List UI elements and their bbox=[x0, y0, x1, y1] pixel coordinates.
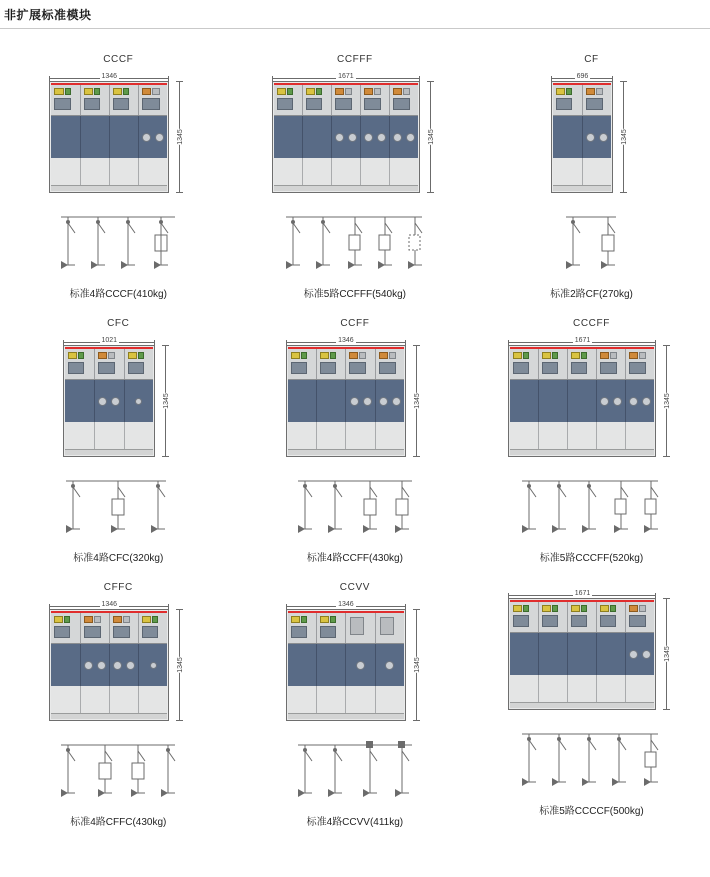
module-caption: 标准5路CCFFF(540kg) bbox=[303, 289, 407, 300]
mid-panel bbox=[539, 380, 568, 422]
mid-panel-handles bbox=[361, 116, 390, 158]
door-panel bbox=[510, 422, 539, 449]
mid-panel bbox=[597, 633, 626, 675]
page-title: 非扩展标准模块 bbox=[4, 8, 92, 22]
module-cell-cf bbox=[473, 36, 710, 300]
bay-top bbox=[110, 613, 139, 643]
lower-compartment bbox=[288, 422, 404, 449]
drawing-block bbox=[272, 68, 438, 193]
bay-top bbox=[81, 613, 110, 643]
height-value: 1345 bbox=[664, 646, 672, 662]
mid-panel bbox=[65, 380, 95, 422]
width-dimension bbox=[508, 332, 656, 345]
mid-panel bbox=[539, 633, 568, 675]
lower-compartment bbox=[274, 158, 418, 185]
module-title: CFFC bbox=[103, 582, 133, 593]
mid-compartment bbox=[510, 380, 654, 422]
mid-panel-handles bbox=[332, 116, 361, 158]
height-dimension bbox=[172, 81, 187, 193]
mid-panel bbox=[568, 633, 597, 675]
module-cell-cccf bbox=[0, 36, 237, 300]
lower-compartment bbox=[510, 675, 654, 702]
bay-top bbox=[568, 349, 597, 379]
door-panel bbox=[65, 422, 95, 449]
mid-panel-handles bbox=[626, 380, 654, 422]
cabinet-base bbox=[51, 713, 167, 719]
drawing-block bbox=[508, 585, 674, 710]
bay-top bbox=[376, 613, 404, 643]
module-caption: 标准4路CFC(320kg) bbox=[73, 553, 164, 564]
height-value: 1345 bbox=[177, 129, 185, 145]
door-panel bbox=[139, 686, 167, 713]
door-panel bbox=[346, 422, 375, 449]
door-panel bbox=[110, 158, 139, 185]
height-value: 1345 bbox=[413, 657, 421, 673]
height-dimension bbox=[423, 81, 438, 193]
door-panel bbox=[51, 686, 80, 713]
lower-compartment bbox=[51, 686, 167, 713]
mid-panel-handles bbox=[110, 644, 139, 686]
lower-compartment bbox=[51, 158, 167, 185]
bay-top bbox=[317, 613, 346, 643]
mid-panel-handles bbox=[95, 380, 125, 422]
bay-top bbox=[65, 349, 95, 379]
height-dimension bbox=[659, 598, 674, 710]
mid-panel bbox=[568, 380, 597, 422]
mid-panel-handles bbox=[390, 116, 418, 158]
bay-top bbox=[583, 85, 612, 115]
bay-top bbox=[51, 85, 80, 115]
module-caption: 标准5路CCCFF(520kg) bbox=[539, 553, 644, 564]
door-panel bbox=[361, 158, 390, 185]
mid-panel-handles bbox=[139, 644, 167, 686]
bay-top bbox=[390, 85, 418, 115]
door-panel bbox=[139, 158, 167, 185]
bay-top bbox=[303, 85, 332, 115]
door-panel bbox=[81, 686, 110, 713]
module-title: CCCF bbox=[103, 54, 134, 65]
cabinet-front-view bbox=[49, 81, 169, 193]
bay-top bbox=[626, 602, 654, 632]
top-compartment bbox=[65, 349, 153, 380]
bay-top bbox=[553, 85, 583, 115]
single-line-diagram bbox=[280, 471, 430, 543]
bay-top bbox=[81, 85, 110, 115]
cabinet-wrap bbox=[49, 609, 187, 721]
single-line-diagram bbox=[546, 207, 636, 279]
bay-top bbox=[539, 602, 568, 632]
mid-panel-handles bbox=[125, 380, 154, 422]
door-panel bbox=[110, 686, 139, 713]
module-row bbox=[0, 564, 710, 828]
door-panel bbox=[288, 686, 317, 713]
module-cell-cccff bbox=[473, 300, 710, 564]
width-dimension bbox=[286, 596, 406, 609]
mid-compartment bbox=[51, 116, 167, 158]
mid-panel bbox=[288, 380, 317, 422]
width-value: 1346 bbox=[101, 73, 118, 80]
door-panel bbox=[317, 422, 346, 449]
single-line-diagram bbox=[506, 471, 676, 543]
cabinet-base bbox=[288, 449, 404, 455]
height-dimension bbox=[659, 345, 674, 457]
cabinet-base bbox=[553, 185, 611, 191]
mid-panel-handles bbox=[139, 116, 167, 158]
mid-compartment bbox=[274, 116, 418, 158]
height-dimension bbox=[172, 609, 187, 721]
height-dimension bbox=[616, 81, 631, 193]
width-value: 1346 bbox=[338, 337, 354, 344]
lower-compartment bbox=[553, 158, 611, 185]
width-dimension bbox=[272, 68, 420, 81]
height-dimension bbox=[158, 345, 173, 457]
bay-top bbox=[568, 602, 597, 632]
height-dimension bbox=[409, 609, 424, 721]
bay-top bbox=[110, 85, 139, 115]
door-panel bbox=[346, 686, 375, 713]
cabinet-wrap bbox=[508, 598, 674, 710]
top-compartment bbox=[510, 602, 654, 633]
mid-compartment bbox=[553, 116, 611, 158]
mid-panel bbox=[303, 116, 332, 158]
drawing-block bbox=[551, 68, 631, 193]
bay-top bbox=[376, 349, 404, 379]
cabinet-front-view bbox=[49, 609, 169, 721]
door-panel bbox=[597, 675, 626, 702]
bay-top bbox=[288, 613, 317, 643]
bay-top bbox=[510, 602, 539, 632]
module-title: CCFFF bbox=[337, 54, 373, 65]
cabinet-wrap bbox=[551, 81, 631, 193]
drawing-block bbox=[286, 596, 424, 721]
cabinet-front-view bbox=[551, 81, 613, 193]
single-line-diagram bbox=[48, 471, 188, 543]
module-cell-cffc bbox=[0, 564, 237, 828]
door-panel bbox=[539, 422, 568, 449]
cabinet-base bbox=[51, 185, 167, 191]
lower-compartment bbox=[65, 422, 153, 449]
width-value: 696 bbox=[576, 73, 589, 80]
mid-compartment bbox=[51, 644, 167, 686]
width-dimension bbox=[63, 332, 155, 345]
cabinet-base bbox=[510, 702, 654, 708]
module-cell-ccff bbox=[237, 300, 474, 564]
bay-top bbox=[139, 613, 167, 643]
module-title: CFC bbox=[107, 318, 130, 329]
module-caption: 标准5路CCCCF(500kg) bbox=[539, 806, 644, 817]
bay-top bbox=[597, 349, 626, 379]
height-value: 1345 bbox=[664, 393, 672, 409]
module-caption: 标准4路CFFC(430kg) bbox=[70, 817, 167, 828]
door-panel bbox=[51, 158, 80, 185]
cabinet-base bbox=[274, 185, 418, 191]
mid-panel-handles bbox=[346, 644, 375, 686]
module-caption: 标准4路CCFF(430kg) bbox=[306, 553, 403, 564]
module-cell-ccvv bbox=[237, 564, 474, 828]
top-compartment bbox=[553, 85, 611, 116]
mid-panel bbox=[81, 116, 110, 158]
mid-panel bbox=[51, 644, 80, 686]
top-compartment bbox=[274, 85, 418, 116]
cabinet-wrap bbox=[63, 345, 173, 457]
height-value: 1345 bbox=[177, 657, 185, 673]
module-cell-ccccf bbox=[473, 564, 710, 828]
bay-top bbox=[539, 349, 568, 379]
height-value: 1345 bbox=[427, 129, 435, 145]
mid-panel bbox=[553, 116, 583, 158]
module-caption: 标准4路CCVV(411kg) bbox=[306, 817, 404, 828]
door-panel bbox=[568, 675, 597, 702]
mid-panel-handles bbox=[81, 644, 110, 686]
module-row bbox=[0, 300, 710, 564]
cabinet-base bbox=[510, 449, 654, 455]
door-panel bbox=[539, 675, 568, 702]
module-cell-ccfff bbox=[237, 36, 474, 300]
single-line-diagram bbox=[270, 207, 440, 279]
mid-panel-handles bbox=[583, 116, 612, 158]
width-value: 1346 bbox=[338, 601, 354, 608]
top-compartment bbox=[288, 349, 404, 380]
module-cell-cfc bbox=[0, 300, 237, 564]
bay-top bbox=[597, 602, 626, 632]
module-title: CCVV bbox=[339, 582, 370, 593]
door-panel bbox=[376, 422, 404, 449]
door-panel bbox=[274, 158, 303, 185]
drawing-block bbox=[508, 332, 674, 457]
cabinet-front-view bbox=[286, 345, 406, 457]
bay-top bbox=[317, 349, 346, 379]
module-title: CCCFF bbox=[573, 318, 610, 329]
door-panel bbox=[288, 422, 317, 449]
width-value: 1021 bbox=[101, 337, 118, 344]
door-panel bbox=[81, 158, 110, 185]
mid-panel-handles bbox=[376, 380, 404, 422]
cabinet-front-view bbox=[286, 609, 406, 721]
bay-top bbox=[510, 349, 539, 379]
cabinet-front-view bbox=[508, 598, 656, 710]
width-dimension bbox=[508, 585, 656, 598]
door-panel bbox=[553, 158, 583, 185]
height-value: 1345 bbox=[163, 393, 171, 409]
mid-panel-handles bbox=[346, 380, 375, 422]
door-panel bbox=[597, 422, 626, 449]
cabinet-front-view bbox=[272, 81, 420, 193]
drawing-block bbox=[49, 596, 187, 721]
width-value: 1671 bbox=[574, 590, 591, 597]
mid-panel bbox=[110, 116, 139, 158]
single-line-diagram bbox=[280, 735, 430, 807]
lower-compartment bbox=[288, 686, 404, 713]
width-value: 1346 bbox=[101, 601, 118, 608]
top-compartment bbox=[51, 85, 167, 116]
mid-panel bbox=[274, 116, 303, 158]
drawing-block bbox=[63, 332, 173, 457]
module-title: CCFF bbox=[340, 318, 370, 329]
drawing-block bbox=[286, 332, 424, 457]
module-caption: 标准4路CCCF(410kg) bbox=[69, 289, 167, 300]
single-line-diagram bbox=[43, 207, 193, 279]
title-divider bbox=[0, 28, 710, 29]
cabinet-wrap bbox=[272, 81, 438, 193]
mid-panel bbox=[510, 633, 539, 675]
door-panel bbox=[95, 422, 125, 449]
cabinet-base bbox=[288, 713, 404, 719]
mid-panel bbox=[51, 116, 80, 158]
mid-compartment bbox=[288, 380, 404, 422]
mid-panel bbox=[288, 644, 317, 686]
module-caption: 标准2路CF(270kg) bbox=[550, 289, 633, 300]
height-dimension bbox=[409, 345, 424, 457]
door-panel bbox=[626, 422, 654, 449]
module-row bbox=[0, 36, 710, 300]
mid-panel bbox=[317, 380, 346, 422]
mid-panel-handles bbox=[597, 380, 626, 422]
door-panel bbox=[583, 158, 612, 185]
mid-panel-handles bbox=[626, 633, 654, 675]
width-value: 1671 bbox=[338, 73, 354, 80]
mid-compartment bbox=[65, 380, 153, 422]
top-compartment bbox=[51, 613, 167, 644]
bay-top bbox=[346, 613, 375, 643]
single-line-diagram bbox=[506, 724, 676, 796]
width-dimension bbox=[551, 68, 613, 81]
door-panel bbox=[332, 158, 361, 185]
bay-top bbox=[274, 85, 303, 115]
top-compartment bbox=[288, 613, 404, 644]
module-grid bbox=[0, 36, 710, 828]
single-line-diagram bbox=[43, 735, 193, 807]
height-value: 1345 bbox=[413, 393, 421, 409]
top-compartment bbox=[510, 349, 654, 380]
width-dimension bbox=[49, 68, 169, 81]
bay-top bbox=[332, 85, 361, 115]
bay-top bbox=[288, 349, 317, 379]
width-dimension bbox=[286, 332, 406, 345]
bay-top bbox=[361, 85, 390, 115]
bay-top bbox=[626, 349, 654, 379]
mid-panel bbox=[317, 644, 346, 686]
door-panel bbox=[376, 686, 404, 713]
cabinet-wrap bbox=[286, 345, 424, 457]
bay-top bbox=[51, 613, 80, 643]
bay-top bbox=[346, 349, 375, 379]
height-value: 1345 bbox=[621, 129, 629, 145]
bay-top bbox=[125, 349, 154, 379]
cabinet-wrap bbox=[49, 81, 187, 193]
door-panel bbox=[510, 675, 539, 702]
door-panel bbox=[125, 422, 154, 449]
cabinet-front-view bbox=[63, 345, 155, 457]
bay-top bbox=[139, 85, 167, 115]
cabinet-wrap bbox=[286, 609, 424, 721]
lower-compartment bbox=[510, 422, 654, 449]
mid-compartment bbox=[288, 644, 404, 686]
width-dimension bbox=[49, 596, 169, 609]
module-title: CF bbox=[584, 54, 599, 65]
cabinet-front-view bbox=[508, 345, 656, 457]
door-panel bbox=[626, 675, 654, 702]
width-value: 1671 bbox=[574, 337, 591, 344]
mid-panel-handles bbox=[376, 644, 404, 686]
door-panel bbox=[317, 686, 346, 713]
mid-panel bbox=[510, 380, 539, 422]
door-panel bbox=[568, 422, 597, 449]
door-panel bbox=[390, 158, 418, 185]
cabinet-base bbox=[65, 449, 153, 455]
drawing-block bbox=[49, 68, 187, 193]
door-panel bbox=[303, 158, 332, 185]
cabinet-wrap bbox=[508, 345, 674, 457]
mid-compartment bbox=[510, 633, 654, 675]
bay-top bbox=[95, 349, 125, 379]
